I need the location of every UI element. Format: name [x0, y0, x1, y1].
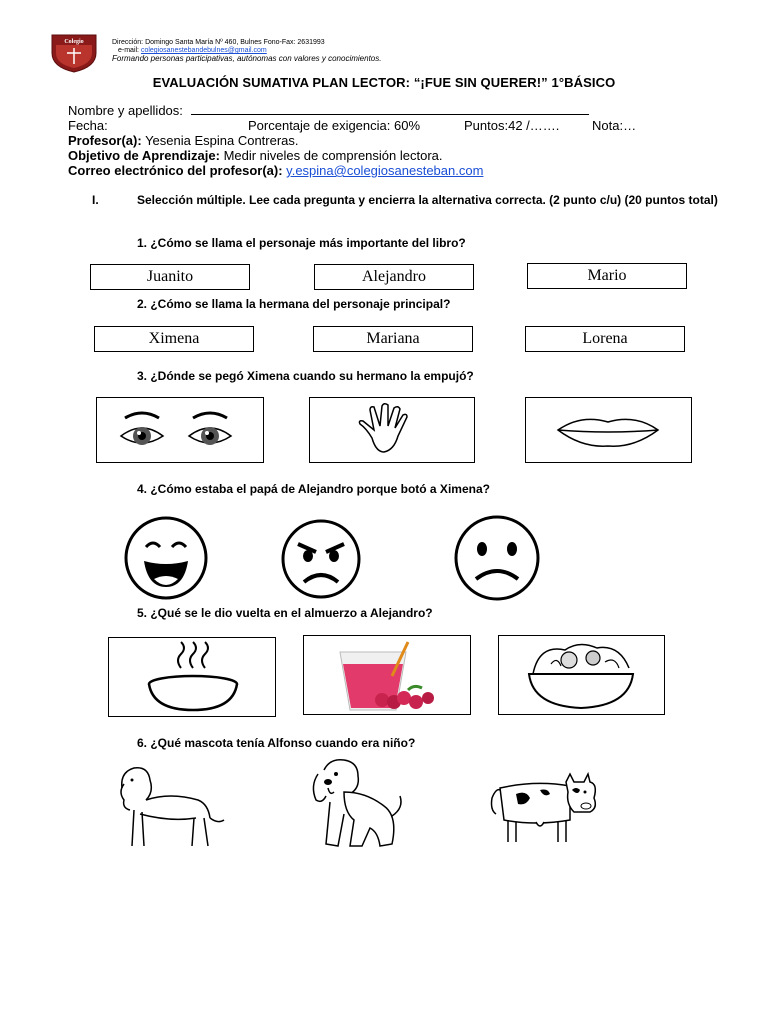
question-6: 6. ¿Qué mascota tenía Alfonso cuando era niño?	[137, 736, 416, 750]
name-line	[68, 103, 589, 118]
salad-bowl-icon	[499, 636, 664, 714]
q3-option-1[interactable]	[96, 397, 264, 463]
q1-option-3[interactable]: Mario	[527, 263, 687, 289]
q3-option-3[interactable]	[525, 397, 692, 463]
sad-face-icon	[444, 515, 550, 601]
hand-icon	[310, 398, 474, 462]
date-line	[68, 118, 108, 133]
cow-icon	[486, 768, 606, 848]
q5-option-3[interactable]	[498, 635, 665, 715]
teacher-name: Yesenia Espina Contreras.	[145, 133, 299, 148]
teacher-label: Profesor(a):	[68, 133, 142, 148]
lips-icon	[526, 398, 691, 462]
teacher-email-line	[68, 163, 483, 178]
question-3: 3. ¿Dónde se pegó Ximena cuando su hermano la empujó?	[137, 369, 474, 383]
page-title: EVALUACIÓN SUMATIVA PLAN LECTOR: “¡FUE SIN QUERER!” 1°BÁSICO	[152, 75, 616, 90]
objective-text: Medir niveles de comprensión lectora.	[223, 148, 443, 163]
q2-option-3[interactable]: Lorena	[525, 326, 685, 352]
q6-option-2[interactable]	[300, 756, 410, 856]
eyes-icon	[97, 398, 263, 462]
q5-option-2[interactable]	[303, 635, 471, 715]
q1-option-2[interactable]: Alejandro	[314, 264, 474, 290]
soup-bowl-icon	[109, 638, 275, 716]
date-label: Fecha:	[68, 118, 108, 133]
school-logo	[50, 33, 98, 73]
objective-line	[68, 148, 443, 163]
question-4: 4. ¿Cómo estaba el papá de Alejandro porque botó a Ximena?	[137, 482, 490, 496]
school-crest-icon	[50, 33, 98, 73]
q4-option-3[interactable]	[444, 515, 550, 601]
q4-option-2[interactable]	[278, 518, 364, 600]
lion-icon	[110, 762, 230, 852]
q6-option-3[interactable]	[486, 768, 606, 848]
q3-option-2[interactable]	[309, 397, 475, 463]
name-input-line[interactable]	[191, 103, 589, 115]
q1-option-1[interactable]: Juanito	[90, 264, 250, 290]
school-motto: Formando personas participativas, autónomas con valores y conocimientos.	[112, 54, 382, 63]
section-instructions: Selección múltiple. Lee cada pregunta y encierra la alternativa correcta. (2 punto c/u) (20 puntos total)	[137, 193, 718, 207]
teacher-email-link[interactable]: y.espina@colegiosanesteban.com	[286, 163, 484, 178]
q2-option-2[interactable]: Mariana	[313, 326, 473, 352]
svg-text:Colegio: Colegio	[64, 39, 84, 45]
question-2: 2. ¿Cómo se llama la hermana del personaje principal?	[137, 297, 451, 311]
dog-icon	[300, 756, 410, 856]
teacher-line	[68, 133, 299, 148]
question-5: 5. ¿Qué se le dio vuelta en el almuerzo a Alejandro?	[137, 606, 433, 620]
section-number: I.	[92, 193, 99, 207]
points-text: Puntos:42 /…….	[464, 118, 560, 133]
percent-text: Porcentaje de exigencia: 60%	[248, 118, 421, 133]
q4-option-1[interactable]	[120, 515, 212, 601]
objective-label: Objetivo de Aprendizaje:	[68, 148, 220, 163]
q5-option-1[interactable]	[108, 637, 276, 717]
school-email-link[interactable]: colegiosanestebandebulnes@gmail.com	[140, 47, 267, 54]
name-label: Nombre y apellidos:	[68, 103, 183, 118]
question-1: 1. ¿Cómo se llama el personaje más importante del libro?	[137, 236, 466, 250]
school-address: Dirección: Domingo Santa María Nº 460, Bulnes Fono-Fax: 2631993	[112, 39, 325, 46]
laughing-face-icon	[120, 515, 212, 601]
q6-option-1[interactable]	[110, 762, 230, 852]
q2-option-1[interactable]: Ximena	[94, 326, 254, 352]
juice-glass-icon	[304, 636, 470, 714]
angry-face-icon	[278, 518, 364, 600]
school-email-label: e-mail:	[118, 47, 140, 54]
teacher-email-label: Correo electrónico del profesor(a):	[68, 163, 283, 178]
grade-text: Nota:…	[592, 118, 637, 133]
